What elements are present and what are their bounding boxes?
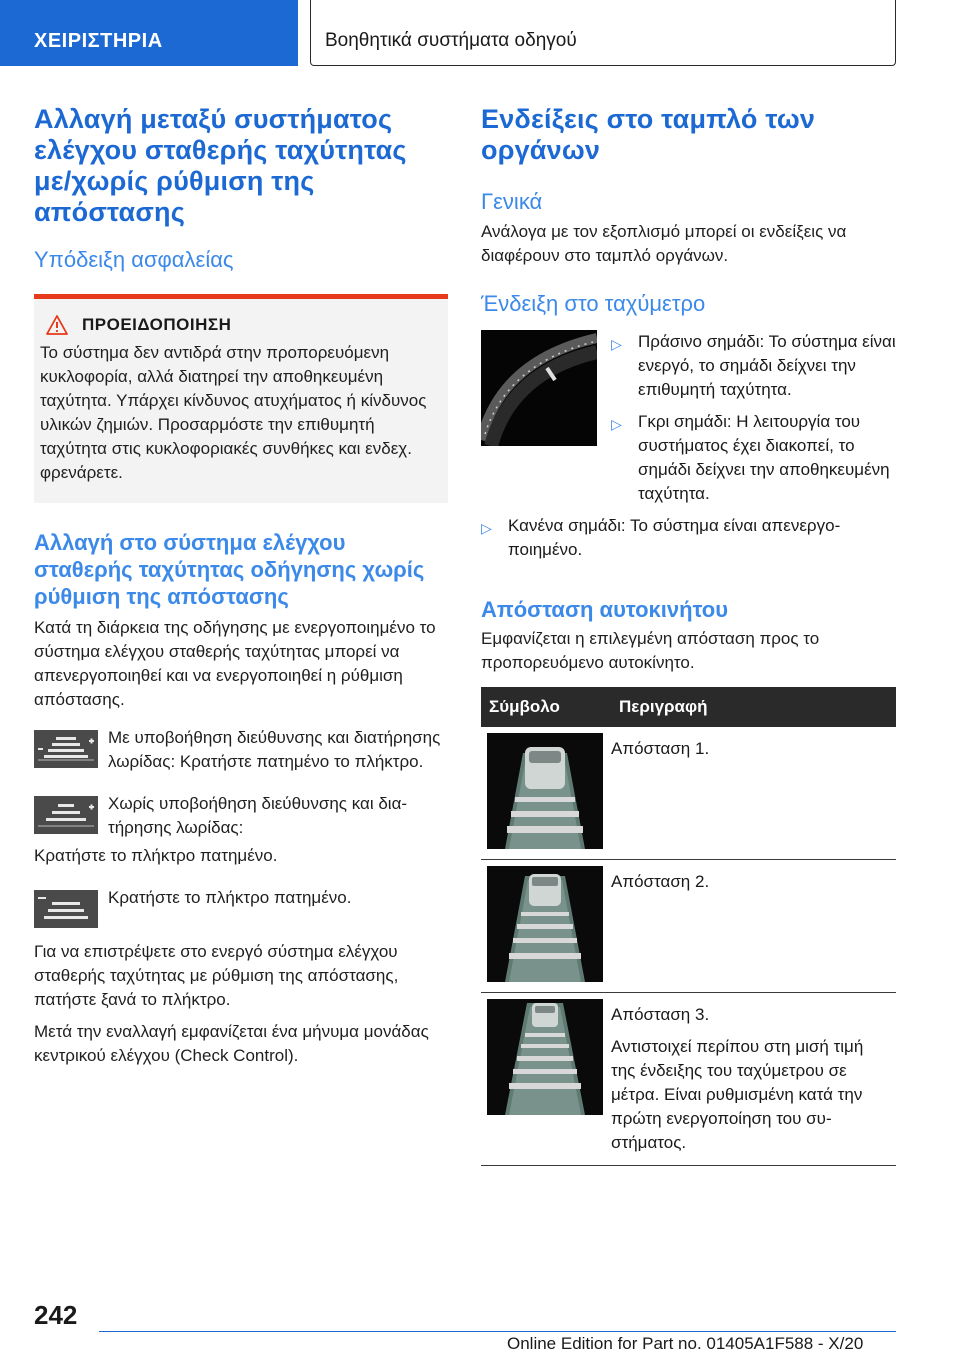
general-heading: Γενικά (481, 189, 543, 214)
symbol-table (481, 687, 896, 1166)
distance-heading: Απόσταση αυτοκινήτου (481, 597, 729, 622)
distance-3-image (487, 999, 603, 1115)
edition-text: Online Edition for Part no. 01405A1F588 - X/20 (507, 1334, 864, 1353)
warning-title: ΠΡΟΕΙΔΟΠΟΙΗΣΗ (82, 315, 232, 334)
instrument-title: Ενδείξεις στο ταμπλό των οργάνων (481, 104, 816, 165)
switch-heading: Αλλαγή στο σύστημα ελέγχου σταθερής ταχύτητας οδήγησης χωρίς ρύθμιση της απόστασης (34, 530, 425, 609)
table-header-description: Περιγραφή (611, 687, 896, 727)
triangle-bullet-icon: ▷ (611, 336, 622, 352)
table-cell-description: Απόσταση 1. (611, 727, 896, 860)
page-number: 242 (34, 1300, 78, 1330)
table-row (481, 727, 896, 860)
key3-text: Κρατήστε το πλήκτρο πατημένο. (108, 888, 352, 907)
speedometer-block (481, 330, 896, 506)
table-cell-extra: Αντιστοιχεί περίπου στη μισή τιμή της ένδειξης του ταχύμετρου σε μέτρα. Είναι ρυθμισμένη κατά την πρώτη ενεργοποίηση του συστήματος. (611, 1037, 864, 1152)
lane-distance-key-icon (34, 730, 98, 768)
distance-1-image (487, 733, 603, 849)
key-block-2 (34, 792, 448, 840)
key1-text: Με υποβοήθηση διεύθυνσης και διατήρησης λωρίδας: Κρατήστε πατημένο το πλήκτρο. (108, 728, 441, 771)
table-cell-description: Απόσταση 3. (611, 1005, 710, 1024)
bullet-item: ▷ Γκρι σημάδι: Η λειτουργία του συστήματος έχει διακοπεί, το σημάδι δείχνει την αποθηκευμένη ταχύτητα. (611, 412, 890, 503)
warning-triangle-icon (46, 315, 68, 335)
table-header-symbol: Σύμβολο (481, 687, 611, 727)
speedometer-image (481, 330, 597, 446)
table-cell-description: Απόσταση 2. (611, 860, 896, 993)
chapter-title: Βοηθητικά συστήματα οδηγού (310, 0, 896, 66)
section-tab: ΧΕΙΡΙΣΤΗΡΙΑ (0, 0, 298, 66)
triangle-bullet-icon: ▷ (611, 416, 622, 432)
table-row (481, 860, 896, 993)
speedometer-heading: Ένδειξη στο ταχύμετρο (481, 291, 706, 316)
key2-after-text: Κρατήστε το πλήκτρο πατημένο. (34, 846, 278, 865)
distance-key-icon (34, 890, 98, 928)
switch-text: Κατά τη διάρκεια της οδήγησης με ενεργοποιημένο το σύστημα ελέγχου σταθερής ταχύτητας μπορεί να απενεργοποιηθεί και να ενεργοποιηθεί η ρύθμιση απόστασης. (34, 618, 436, 709)
warning-text: Το σύστημα δεν αντιδρά στην προπορευόμενη κυκλοφορία, αλλά διατηρεί την αποθηκευμένη ταχύτητα. Υπάρχει κίνδυνος ατυχήματος ή κίνδυνος υλικών ζημιών. Προσαρμόστε την επιθυμητή ταχύτητα στις κυκλοφοριακές συνθήκες και ενδεχ. φρενάρετε. (40, 343, 427, 482)
safety-heading: Υπόδειξη ασφαλείας (34, 247, 234, 272)
distance-2-image (487, 866, 603, 982)
table-row (481, 993, 896, 1166)
footer-divider (99, 1331, 896, 1332)
general-text: Ανάλογα με τον εξοπλισμό μπορεί οι ενδείξεις να διαφέρουν στο ταμπλό οργάνων. (481, 222, 847, 265)
lane-key-icon (34, 796, 98, 834)
section-title: Αλλαγή μεταξύ συστήματος ελέγχου σταθερής ταχύτητας με/χωρίς ρύθμιση της απόστασης (34, 104, 407, 227)
warning-box (34, 294, 448, 503)
bullet-item: ▷ Κανένα σημάδι: Το σύστημα είναι απενεργοποιημένο. (481, 516, 841, 559)
key-block-1 (34, 726, 448, 774)
distance-text: Εμφανίζεται η επιλεγμένη απόσταση προς το προπορευόμενο αυτοκίνητο. (481, 629, 820, 672)
right-column (481, 104, 896, 1166)
left-column (34, 104, 448, 1068)
triangle-bullet-icon: ▷ (481, 520, 492, 536)
message-text: Μετά την εναλλαγή εμφανίζεται ένα μήνυμα μονάδας κεντρικού ελέγχου (Check Control). (34, 1022, 429, 1065)
page-header (0, 0, 960, 66)
return-text: Για να επιστρέψετε στο ενεργό σύστημα ελέγχου σταθερής ταχύτητας με ρύθμιση της απόστασης, πατήστε ξανά το πλήκτρο. (34, 942, 399, 1009)
key2-text: Χωρίς υποβοήθηση διεύθυνσης και διατήρησης λωρίδας: (108, 794, 408, 837)
key-block-3 (34, 886, 448, 930)
bullet-item: ▷ Πράσινο σημάδι: Το σύστημα είναι ενεργό, το σημάδι δείχνει την επιθυμητή ταχύτητα. (611, 332, 896, 399)
